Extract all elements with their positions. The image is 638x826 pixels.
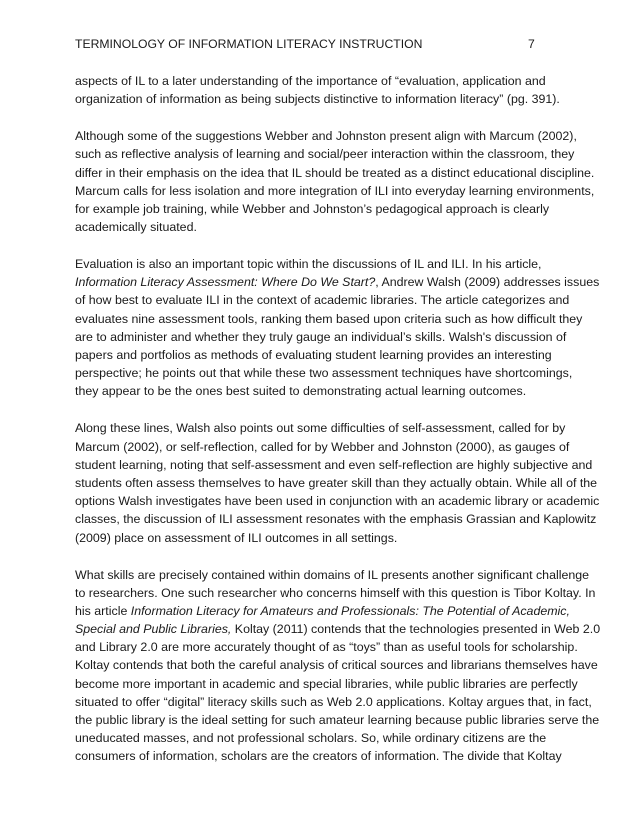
text-run: are to administer and whether they truly gauge an individual’s skills. Walsh's discussion of [75, 329, 567, 344]
text-line [75, 273, 600, 291]
text-run: organization of information as being subjects distinctive to information literacy” (pg. 391). [75, 92, 560, 107]
text-line [75, 747, 570, 765]
text-line [75, 310, 583, 328]
text-run: What skills are precisely contained within domains of IL presents another significant challenge [75, 567, 590, 582]
text-line [75, 346, 570, 364]
text-line [75, 566, 590, 584]
text-run: Koltay (2011) contends that the technologies presented in Web 2.0 [231, 622, 601, 637]
italic-title: Special and Public Libraries, [75, 622, 232, 637]
text-line [75, 200, 570, 218]
text-run: Evaluation is also an important topic within the discussions of IL and ILI. In his article, [75, 257, 542, 272]
text-run: become more important in academic and special libraries, while public libraries are perfectly [75, 676, 578, 691]
text-line [75, 255, 570, 273]
text-run: students often assess themselves to have greater skill than they actually obtain. While all of the [75, 475, 598, 490]
text-line [75, 510, 597, 528]
text-line [75, 438, 570, 456]
italic-title: Information Literacy for Amateurs and Professionals: The Potential of Academic, [130, 603, 570, 618]
text-line [75, 729, 570, 747]
paragraph [75, 72, 570, 108]
text-run: of how best to evaluate ILI in the context of academic libraries. The article categorizes and [75, 293, 570, 308]
text-run: perspective; he points out that while these two assessment techniques have shortcomings, [75, 366, 573, 381]
text-line [75, 675, 578, 693]
text-run: for example job training, while Webber and Johnston’s pedagogical approach is clearly [75, 201, 550, 216]
page-number: 7 [528, 37, 535, 51]
text-line [75, 90, 570, 108]
document-body [75, 72, 601, 784]
text-run: options Walsh investigates have been used in conjunction with an academic library or academic [75, 494, 600, 509]
running-head: TERMINOLOGY OF INFORMATION LITERACY INSTRUCTION [75, 37, 423, 51]
text-run: Marcum calls for less isolation and more integration of ILI into everyday learning environments, [75, 183, 595, 198]
text-line [75, 620, 601, 638]
text-run: consumers of information, scholars are the creators of information. The divide that Koltay [75, 749, 562, 764]
text-run: student learning, noting that self-assessment and even self-reflection are highly subjective and [75, 457, 593, 472]
text-line [75, 145, 575, 163]
text-line [75, 382, 570, 400]
text-line [75, 693, 592, 711]
text-line [75, 584, 596, 602]
text-line [75, 182, 595, 200]
text-line [75, 711, 600, 729]
text-run: situated to offer “digital” literacy skills such as Web 2.0 applications. Koltay argues that, in fact, [75, 694, 592, 709]
text-run: Although some of the suggestions Webber and Johnston present align with Marcum (2002), [75, 129, 577, 144]
text-line [75, 127, 577, 145]
text-run: such as reflective analysis of learning and social/peer interaction within the classroom, they [75, 147, 575, 162]
text-line [75, 364, 573, 382]
text-run: aspects of IL to a later understanding of the importance of “evaluation, application and [75, 74, 546, 88]
text-run: papers and portfolios as methods of evaluating student learning provides an interesting [75, 348, 552, 363]
paragraph [75, 566, 601, 766]
text-line [75, 419, 570, 437]
text-line [75, 328, 570, 346]
text-line [75, 492, 600, 510]
text-run: his article [75, 603, 131, 618]
text-line [75, 72, 570, 90]
text-run: uneducated masses, and not professional scholars. So, while ordinary citizens are the [75, 731, 547, 746]
text-line [75, 164, 595, 182]
text-run: Along these lines, Walsh also points out some difficulties of self-assessment, called for by [75, 421, 566, 436]
text-run: Koltay contends that both the careful analysis of critical sources and librarians themselves have [75, 658, 598, 673]
text-run: they appear to be the ones best suited to demonstrating actual learning outcomes. [75, 384, 527, 399]
text-run: classes, the discussion of ILI assessment resonates with the emphasis Grassian and Kaplowitz [75, 512, 597, 527]
text-line [75, 602, 570, 620]
text-run: evaluates nine assessment tools, ranking them based upon criteria such as how difficult they [75, 311, 583, 326]
page-header [75, 37, 565, 55]
text-run: and Library 2.0 are more accurately thought of as “toys” than as useful tools for scholarship. [75, 640, 578, 655]
text-run: (2009) place on assessment of ILI outcomes in all settings. [75, 530, 398, 545]
text-line [75, 529, 570, 547]
text-line [75, 218, 570, 236]
text-run: academically situated. [75, 220, 197, 235]
text-run: Marcum (2002), or self-reflection, called for by Webber and Johnston (2000), as gauges of [75, 439, 570, 454]
text-line [75, 456, 593, 474]
paragraph [75, 255, 600, 401]
italic-title: Information Literacy Assessment: Where Do We Start? [75, 275, 376, 290]
text-line [75, 474, 598, 492]
text-run: to researchers. One such researcher who concerns himself with this question is Tibor Koltay. In [75, 585, 596, 600]
text-run: the public library is the ideal setting for such amateur learning because public libraries serve the [75, 713, 600, 727]
paragraph [75, 419, 600, 546]
text-line [75, 656, 598, 674]
text-line [75, 638, 578, 656]
text-run: , Andrew Walsh (2009) addresses issues [375, 275, 600, 290]
paragraph [75, 127, 595, 236]
text-run: differ in their emphasis on the idea that IL should be treated as a distinct educational discipline. [75, 165, 595, 180]
text-line [75, 291, 570, 309]
